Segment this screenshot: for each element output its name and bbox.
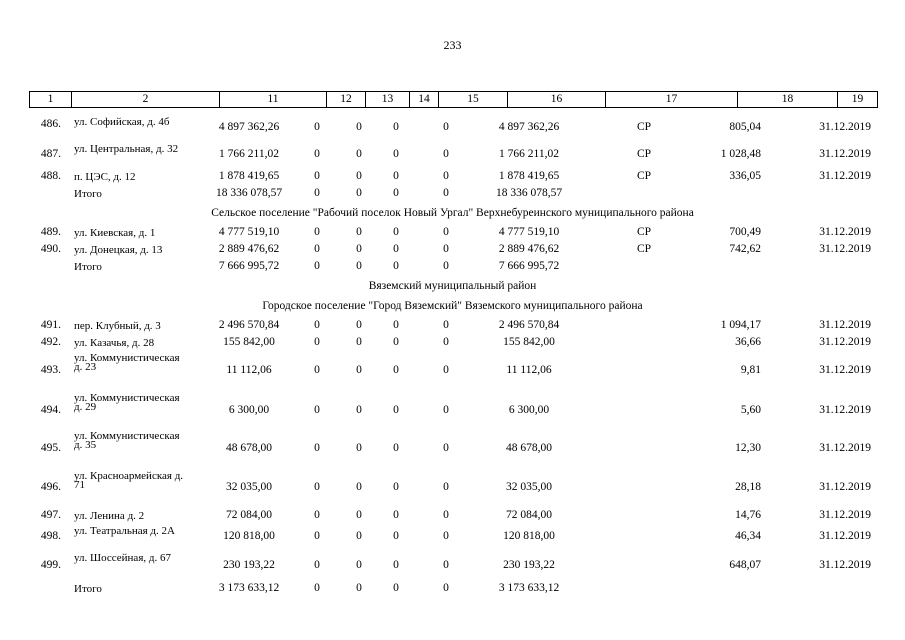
row-col-16: 7 666 995,72	[498, 260, 560, 272]
row-col-18: 742,62	[729, 243, 761, 255]
row-col-18: 5,60	[740, 404, 761, 416]
header-col-17: 17	[605, 92, 737, 107]
row-col-19: 31.12.2019	[819, 364, 871, 376]
header-col-13: 13	[365, 92, 409, 107]
row-col-16: 11 112,06	[506, 364, 552, 376]
row-col-14: 0	[393, 582, 399, 594]
row-col-12: 0	[314, 442, 320, 454]
row-col-15: 0	[443, 170, 449, 182]
row-col-14: 0	[393, 404, 399, 416]
row-address: ул. Шоссейная, д. 67	[74, 552, 171, 564]
row-col-15: 0	[443, 364, 449, 376]
section-title: Сельское поселение "Рабочий поселок Новый Ургал" Верхнебуреинского муниципального района	[211, 207, 694, 219]
row-number: 497.	[40, 509, 61, 521]
row-col-18: 46,34	[735, 530, 761, 542]
row-address: ул. Донецкая, д. 13	[74, 244, 163, 256]
row-col-12: 0	[314, 121, 320, 133]
row-col-15: 0	[443, 319, 449, 331]
row-col-15: 0	[443, 481, 449, 493]
row-col-13: 0	[356, 187, 362, 199]
row-col-13: 0	[356, 404, 362, 416]
row-col-11: 32 035,00	[226, 481, 272, 493]
row-col-15: 0	[443, 509, 449, 521]
row-col-16: 48 678,00	[506, 442, 552, 454]
row-col-14: 0	[393, 243, 399, 255]
row-col-13: 0	[356, 170, 362, 182]
row-col-17: СР	[636, 148, 652, 160]
row-col-18: 648,07	[729, 559, 761, 571]
row-col-11: 18 336 078,57	[215, 187, 283, 199]
row-col-15: 0	[443, 243, 449, 255]
row-col-18: 14,76	[735, 509, 761, 521]
row-col-14: 0	[393, 530, 399, 542]
row-col-14: 0	[393, 481, 399, 493]
row-col-17: СР	[636, 170, 652, 182]
row-address: ул. Центральная, д. 32	[74, 143, 179, 155]
row-col-19: 31.12.2019	[819, 226, 871, 238]
row-col-15: 0	[443, 121, 449, 133]
row-col-16: 1 766 211,02	[499, 148, 559, 160]
row-col-19: 31.12.2019	[819, 336, 871, 348]
row-col-13: 0	[356, 582, 362, 594]
row-col-18: 9,81	[740, 364, 761, 376]
row-number: 486.	[40, 118, 61, 130]
row-address: пер. Клубный, д. 3	[74, 320, 161, 332]
row-col-19: 31.12.2019	[819, 530, 871, 542]
row-col-14: 0	[393, 509, 399, 521]
row-col-13: 0	[356, 260, 362, 272]
row-col-13: 0	[356, 243, 362, 255]
header-col-12: 12	[326, 92, 365, 107]
row-col-13: 0	[356, 481, 362, 493]
row-col-13: 0	[356, 530, 362, 542]
row-number: 490.	[40, 243, 61, 255]
row-col-11: 4 897 362,26	[218, 121, 280, 133]
row-col-18: 12,30	[735, 442, 761, 454]
row-col-11: 2 496 570,84	[218, 319, 280, 331]
row-col-13: 0	[356, 442, 362, 454]
row-col-14: 0	[393, 170, 399, 182]
row-col-13: 0	[356, 226, 362, 238]
row-col-13: 0	[356, 148, 362, 160]
row-col-11: 2 889 476,62	[218, 243, 280, 255]
row-address: ул. Театральная д. 2А	[74, 525, 175, 537]
row-col-11: 3 173 633,12	[218, 582, 280, 594]
row-col-14: 0	[393, 226, 399, 238]
row-col-16: 3 173 633,12	[498, 582, 560, 594]
row-col-15: 0	[443, 442, 449, 454]
row-col-17: СР	[636, 121, 652, 133]
row-col-15: 0	[443, 559, 449, 571]
row-col-12: 0	[314, 481, 320, 493]
header-col-16: 16	[507, 92, 605, 107]
table-header	[29, 91, 878, 108]
row-col-19: 31.12.2019	[819, 121, 871, 133]
row-col-15: 0	[443, 260, 449, 272]
row-col-19: 31.12.2019	[819, 319, 871, 331]
row-col-12: 0	[314, 336, 320, 348]
row-col-18: 1 094,17	[720, 319, 761, 331]
row-col-17: СР	[636, 226, 652, 238]
row-col-15: 0	[443, 226, 449, 238]
row-number: 498.	[40, 530, 61, 542]
row-address: Итого	[74, 188, 102, 200]
row-col-11: 11 112,06	[226, 364, 272, 376]
row-col-18: 36,66	[735, 336, 761, 348]
row-col-11: 4 777 519,10	[218, 226, 280, 238]
row-address: Итого	[74, 261, 102, 273]
row-number: 493.	[40, 364, 61, 376]
row-col-16: 4 777 519,10	[498, 226, 560, 238]
row-number: 489.	[40, 226, 61, 238]
row-col-19: 31.12.2019	[819, 243, 871, 255]
row-col-18: 336,05	[729, 170, 761, 182]
row-col-13: 0	[356, 559, 362, 571]
row-col-18: 1 028,48	[720, 148, 761, 160]
section-title: Вяземский муниципальный район	[368, 280, 537, 292]
row-col-14: 0	[393, 148, 399, 160]
row-col-12: 0	[314, 404, 320, 416]
row-col-12: 0	[314, 170, 320, 182]
row-col-18: 805,04	[729, 121, 761, 133]
row-col-15: 0	[443, 187, 449, 199]
header-col-2: 2	[71, 92, 219, 107]
row-number: 488.	[40, 170, 61, 182]
row-address: Итого	[74, 583, 102, 595]
row-col-14: 0	[393, 319, 399, 331]
row-address: ул. Киевская, д. 1	[74, 227, 156, 239]
row-col-15: 0	[443, 336, 449, 348]
row-col-14: 0	[393, 559, 399, 571]
row-address: ул. Коммунистическая д. 23	[74, 352, 180, 373]
row-col-14: 0	[393, 442, 399, 454]
row-address: ул. Казачья, д. 28	[74, 337, 155, 349]
row-col-11: 72 084,00	[226, 509, 272, 521]
row-col-14: 0	[393, 364, 399, 376]
row-col-13: 0	[356, 509, 362, 521]
row-col-16: 6 300,00	[508, 404, 550, 416]
row-col-16: 18 336 078,57	[495, 187, 563, 199]
row-col-16: 155 842,00	[503, 336, 555, 348]
row-col-13: 0	[356, 364, 362, 376]
row-col-15: 0	[443, 148, 449, 160]
row-col-11: 1 878 419,65	[218, 170, 280, 182]
row-number: 499.	[40, 559, 61, 571]
row-col-11: 48 678,00	[226, 442, 272, 454]
section-title: Городское поселение "Город Вяземский" Вяземского муниципального района	[262, 300, 643, 312]
row-col-18: 28,18	[735, 481, 761, 493]
row-col-14: 0	[393, 260, 399, 272]
row-col-16: 4 897 362,26	[498, 121, 560, 133]
row-number: 491.	[40, 319, 61, 331]
row-col-19: 31.12.2019	[819, 404, 871, 416]
row-col-12: 0	[314, 226, 320, 238]
row-col-11: 155 842,00	[223, 336, 275, 348]
row-col-15: 0	[443, 530, 449, 542]
row-col-16: 72 084,00	[506, 509, 552, 521]
row-address: ул. Коммунистическая д. 29	[74, 392, 180, 413]
row-col-11: 230 193,22	[223, 559, 275, 571]
row-col-11: 120 818,00	[223, 530, 275, 542]
row-address: ул. Красноармейская д. 71	[74, 470, 184, 491]
row-col-12: 0	[314, 559, 320, 571]
header-col-11: 11	[219, 92, 326, 107]
row-col-12: 0	[314, 582, 320, 594]
header-col-14: 14	[409, 92, 438, 107]
page-number: 233	[443, 38, 462, 52]
row-col-14: 0	[393, 336, 399, 348]
row-col-19: 31.12.2019	[819, 559, 871, 571]
row-col-13: 0	[356, 121, 362, 133]
row-col-12: 0	[314, 319, 320, 331]
row-address: п. ЦЭС, д. 12	[74, 171, 136, 183]
row-number: 496.	[40, 481, 61, 493]
header-col-18: 18	[737, 92, 837, 107]
row-number: 487.	[40, 148, 61, 160]
row-col-11: 6 300,00	[228, 404, 270, 416]
row-number: 494.	[40, 404, 61, 416]
row-number: 492.	[40, 336, 61, 348]
row-number: 495.	[40, 442, 61, 454]
header-col-19: 19	[837, 92, 877, 107]
row-col-12: 0	[314, 187, 320, 199]
row-col-14: 0	[393, 187, 399, 199]
row-col-16: 2 889 476,62	[498, 243, 560, 255]
row-col-13: 0	[356, 336, 362, 348]
row-col-12: 0	[314, 260, 320, 272]
header-col-15: 15	[438, 92, 507, 107]
row-col-14: 0	[393, 121, 399, 133]
row-address: ул. Коммунистическая д. 35	[74, 430, 180, 451]
row-col-16: 120 818,00	[503, 530, 555, 542]
row-col-12: 0	[314, 530, 320, 542]
row-col-12: 0	[314, 364, 320, 376]
row-address: ул. Ленина д. 2	[74, 510, 145, 522]
row-col-18: 700,49	[729, 226, 761, 238]
row-col-19: 31.12.2019	[819, 148, 871, 160]
row-address: ул. Софийская, д. 4б	[74, 116, 170, 128]
row-col-16: 230 193,22	[503, 559, 555, 571]
row-col-13: 0	[356, 319, 362, 331]
row-col-16: 1 878 419,65	[498, 170, 560, 182]
row-col-16: 32 035,00	[506, 481, 552, 493]
row-col-16: 2 496 570,84	[498, 319, 560, 331]
row-col-12: 0	[314, 148, 320, 160]
row-col-15: 0	[443, 404, 449, 416]
row-col-15: 0	[443, 582, 449, 594]
row-col-11: 7 666 995,72	[218, 260, 280, 272]
row-col-19: 31.12.2019	[819, 481, 871, 493]
row-col-11: 1 766 211,02	[219, 148, 279, 160]
header-col-1: 1	[47, 93, 54, 105]
row-col-19: 31.12.2019	[819, 509, 871, 521]
row-col-12: 0	[314, 509, 320, 521]
row-col-12: 0	[314, 243, 320, 255]
row-col-19: 31.12.2019	[819, 170, 871, 182]
row-col-17: СР	[636, 243, 652, 255]
row-col-19: 31.12.2019	[819, 442, 871, 454]
